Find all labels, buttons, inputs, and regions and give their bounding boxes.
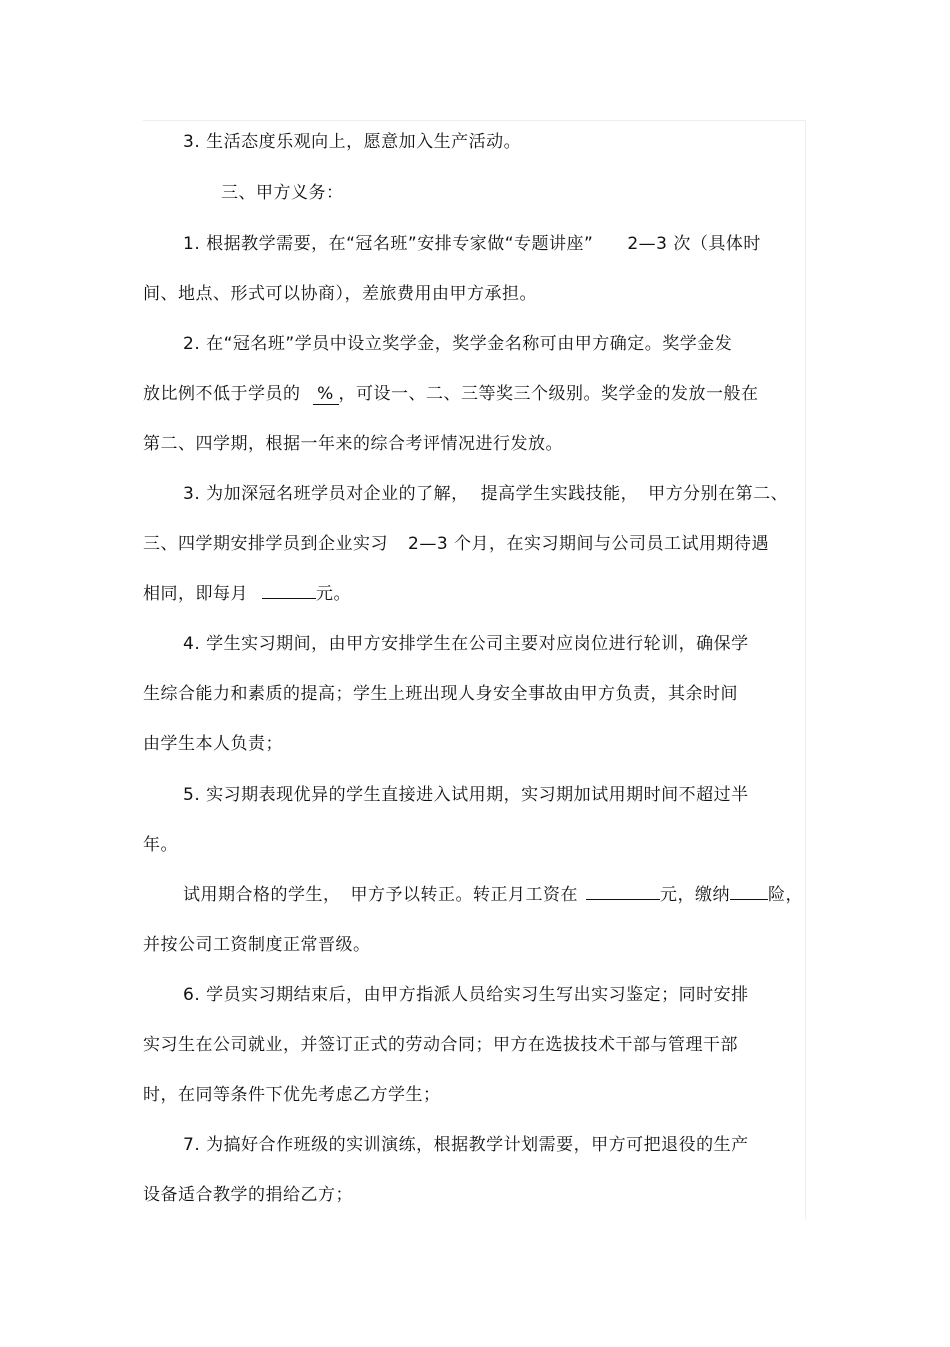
text-line xyxy=(143,582,351,606)
text-line: 生综合能力和素质的提高；学生上班出现人身安全事故由甲方负责，其余时间 xyxy=(143,684,738,704)
text-span: 1. 根据教学需要，在“冠名班”安排专家做“专题讲座” xyxy=(183,234,594,254)
text-line: 2. 在“冠名班”学员中设立奖学金，奖学金名称可由甲方确定。奖学金发 xyxy=(183,334,733,354)
text-span: 3. 为加深冠名班学员对企业的了解， xyxy=(183,484,469,504)
salary-blank xyxy=(586,899,660,900)
text-line: 由学生本人负责； xyxy=(143,734,283,754)
text-line: 4. 学生实习期间，由甲方安排学生在公司主要对应岗位进行轮训，确保学 xyxy=(183,634,749,654)
text-span: 相同，即每月 xyxy=(143,584,248,604)
text-span: 2—3 个月，在实习期间与公司员工试用期待遇 xyxy=(408,534,770,554)
text-line: 年。 xyxy=(143,835,178,855)
text-span: 险， xyxy=(768,885,803,905)
text-span: 2—3 次（具体时 xyxy=(627,234,761,254)
monthly-pay-blank xyxy=(262,598,316,599)
text-line: 7. 为搞好合作班级的实训演练，根据教学计划需要，甲方可把退役的生产 xyxy=(183,1135,749,1155)
text-span: 放比例不低于学员的 xyxy=(143,384,301,404)
text-span: ，可设一、二、三等奖三个级别。奖学金的发放一般在 xyxy=(338,384,759,404)
text-span: 甲方予以转正。转正月工资在 xyxy=(350,885,578,905)
text-line: 3. 生活态度乐观向上，愿意加入生产活动。 xyxy=(183,132,522,152)
text-line: 第二、四学期，根据一年来的综合考评情况进行发放。 xyxy=(143,434,563,454)
percentage-blank: % xyxy=(313,384,339,405)
text-span: 元，缴纳 xyxy=(660,885,730,905)
text-span: 提高学生实践技能， xyxy=(480,484,639,504)
text-line xyxy=(183,232,761,256)
text-line: 5. 实习期表现优异的学生直接进入试用期，实习期加试用期时间不超过半 xyxy=(183,785,749,805)
text-line: 间、地点、形式可以协商），差旅费用由甲方承担。 xyxy=(143,284,537,304)
text-line: 设备适合教学的捐给乙方； xyxy=(143,1185,353,1205)
text-line: 时，在同等条件下优先考虑乙方学生； xyxy=(143,1085,441,1105)
text-line: 实习生在公司就业，并签订正式的劳动合同；甲方在选拔技术干部与管理干部 xyxy=(143,1035,738,1055)
text-line xyxy=(143,382,759,406)
text-span: 甲方分别在第二、 xyxy=(648,484,789,504)
text-line xyxy=(143,532,769,556)
text-line xyxy=(183,482,788,506)
text-span: 试用期合格的学生， xyxy=(183,885,341,905)
text-span: 三、四学期安排学员到企业实习 xyxy=(143,534,388,554)
text-line xyxy=(183,883,803,907)
text-line: 6. 学员实习期结束后，由甲方指派人员给实习生写出实习鉴定；同时安排 xyxy=(183,985,749,1005)
insurance-blank xyxy=(730,899,768,900)
text-line: 并按公司工资制度正常晋级。 xyxy=(143,935,371,955)
text-span: 元。 xyxy=(316,584,351,604)
section-heading: 三、甲方义务： xyxy=(221,183,344,203)
